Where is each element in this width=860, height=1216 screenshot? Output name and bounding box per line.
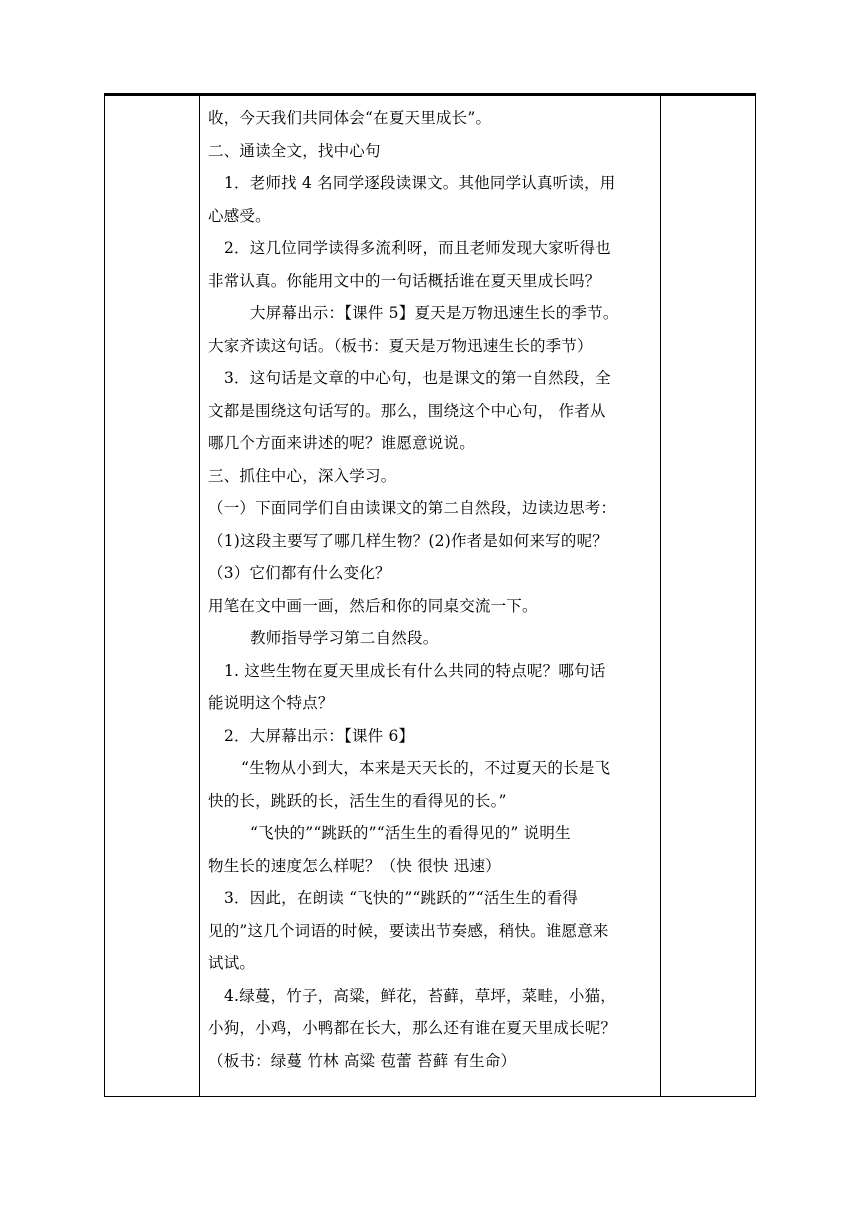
text-line: 心感受。 <box>208 206 271 225</box>
text-line: 快的长，跳跃的长，活生生的看得见的长。” <box>208 791 507 810</box>
text-line: “飞快的”“跳跃的”“活生生的看得见的” 说明生 <box>250 824 571 842</box>
text-line: 文都是围绕这句话写的。那么，围绕这个中心句， 作者从 <box>208 401 606 420</box>
text-line: 大屏幕出示：【课件 5】夏天是万物迅速生长的季节。 <box>250 304 619 322</box>
lesson-content-cell <box>200 96 660 1096</box>
text-line: 物生长的速度怎么样呢？（快 很快 迅速） <box>208 856 501 875</box>
text-line: 小狗，小鸡，小鸭都在长大，那么还有谁在夏天里成长呢？ <box>208 1019 617 1037</box>
text-line: 教师指导学习第二自然段。 <box>250 629 439 647</box>
text-line: 收，今天我们共同体会“在夏天里成长”。 <box>208 109 492 127</box>
text-line: 4.绿蔓，竹子，高粱，鲜花，苔藓，草坪，菜畦，小猫， <box>224 986 616 1005</box>
text-line: 能说明这个特点？ <box>208 694 334 712</box>
text-line: （板书：绿蔓 竹林 高粱 苞蕾 苔藓 有生命） <box>208 1051 517 1070</box>
text-line: 2．这几位同学读得多流利呀，而且老师发现大家听得也 <box>224 239 611 257</box>
text-line: 1．老师找 4 名同学逐段读课文。其他同学认真听读，用 <box>224 174 616 192</box>
text-line: 见的”这几个词语的时候，要读出节奏感，稍快。谁愿意来 <box>208 921 609 940</box>
text-line: （一）下面同学们自由读课文的第二自然段，边读边思考： <box>208 499 617 517</box>
text-line: 试试。 <box>208 954 256 972</box>
lesson-plan-table <box>104 95 756 1097</box>
text-line: 哪几个方面来讲述的呢？谁愿意说说。 <box>208 434 475 452</box>
text-line: 2．大屏幕出示：【课件 6】 <box>224 726 415 745</box>
text-line: 三、抓住中心，深入学习。 <box>208 466 397 485</box>
text-line: 3．这句话是文章的中心句，也是课文的第一自然段，全 <box>224 369 611 387</box>
right-column-divider <box>660 96 661 1096</box>
text-line: 二、通读全文，找中心句 <box>208 141 381 160</box>
text-line: 用笔在文中画一画，然后和你的同桌交流一下。 <box>208 596 538 615</box>
text-line: 大家齐读这句话。（板书：夏天是万物迅速生长的季节） <box>208 336 593 355</box>
text-line: “生物从小到大，本来是天天长的，不过夏天的长是飞 <box>241 759 611 777</box>
text-line: （1)这段主要写了哪几样生物？(2)作者是如何来写的呢？ <box>208 531 608 550</box>
text-line: 非常认真。你能用文中的一句话概括谁在夏天里成长吗？ <box>208 271 601 290</box>
text-line: 1. 这些生物在夏天里成长有什么共同的特点呢？哪句话 <box>224 661 606 680</box>
text-line: （3）它们都有什么变化？ <box>208 564 391 582</box>
text-line: 3．因此，在朗读 “飞快的”“跳跃的”“活生生的看得 <box>224 889 579 907</box>
